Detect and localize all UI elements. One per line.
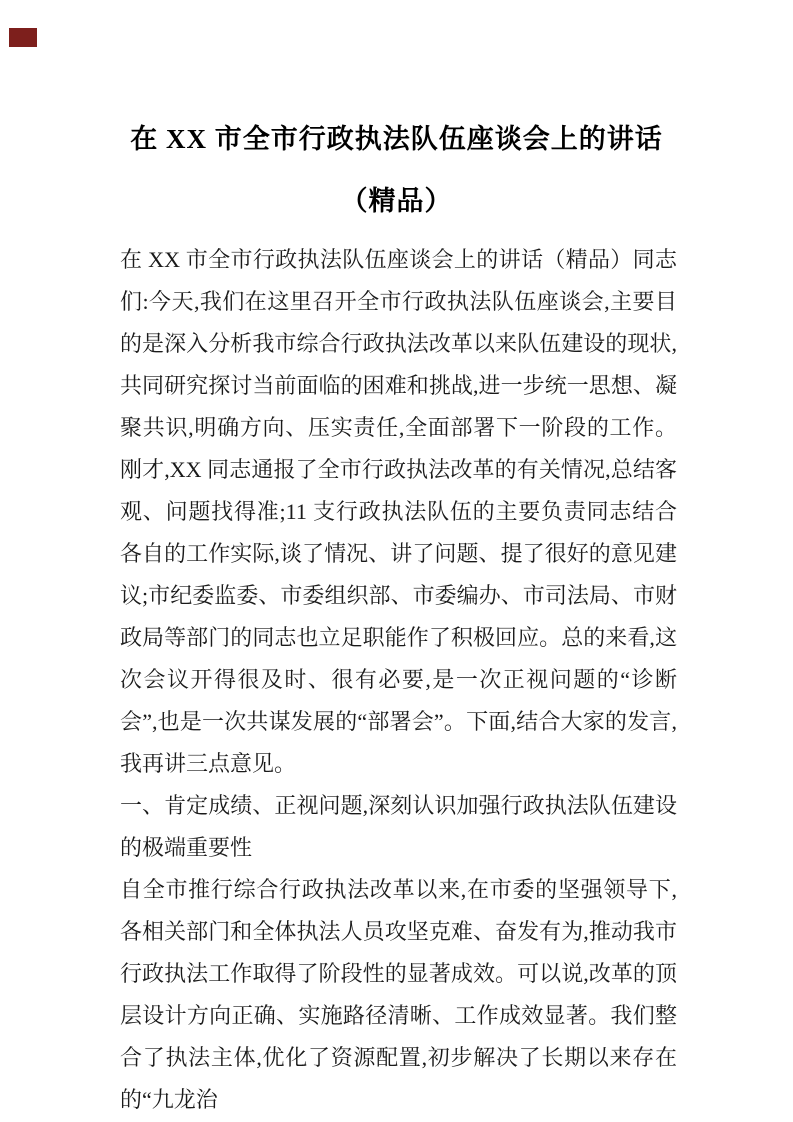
document-body xyxy=(120,239,677,1121)
paragraph-intro: 在 XX 市全市行政执法队伍座谈会上的讲话（精品）同志们:今天,我们在这里召开全市行政执法队伍座谈会,主要目的是深入分析我市综合行政执法改革以来队伍建设的现状,共同研究探讨当前面临的困难和挑战,进一步统一思想、凝聚共识,明确方向、压实责任,全面部署下一阶段的工作。刚才,XX 同志通报了全市行政执法改革的有关情况,总结客观、问题找得准;11 支行政执法队伍的主要负责同志结合各自的工作实际,谈了情况、讲了问题、提了很好的意见建议;市纪委监委、市委组织部、市委编办、市司法局、市财政局等部门的同志也立足职能作了积极回应。总的来看,这次会议开得很及时、很有必要,是一次正视问题的“诊断会”,也是一次共谋发展的“部署会”。下面,结合大家的发言,我再讲三点意见。 xyxy=(120,247,677,776)
title-line-2: （精品） xyxy=(340,186,453,216)
document-title xyxy=(0,108,793,232)
paragraph-section-body: 自全市推行综合行政执法改革以来,在市委的坚强领导下,各相关部门和全体执法人员攻坚克难、奋发有为,推动我市行政执法工作取得了阶段性的显著成效。可以说,改革的顶层设计方向正确、实施路径清晰、工作成效显著。我们整合了执法主体,优化了资源配置,初步解决了长期以来存在的“九龙治 xyxy=(120,877,677,1112)
title-line-1: 在 XX 市全市行政执法队伍座谈会上的讲话 xyxy=(130,124,663,154)
corner-marker xyxy=(9,28,37,47)
paragraph-section-heading: 一、肯定成绩、正视问题,深刻认识加强行政执法队伍建设的极端重要性 xyxy=(120,793,677,860)
